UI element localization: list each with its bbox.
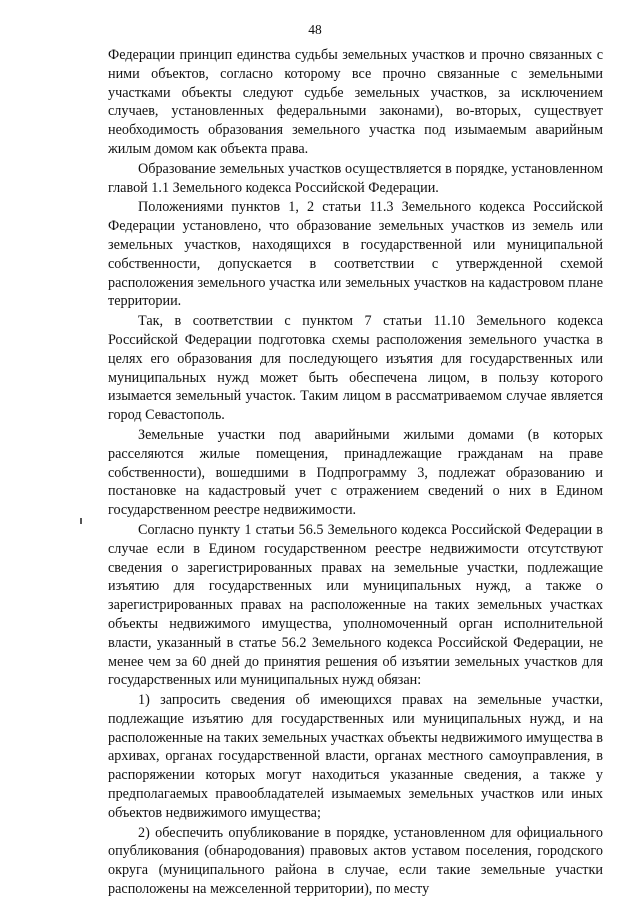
page-number: 48: [308, 22, 322, 37]
scan-artifact-mark: [80, 518, 82, 524]
list-item-paragraph: 2) обеспечить опубликование в порядке, установленном для официального опубликования (обнародования) правовых актов уставом поселения, городского округа (муниципального района в случае, если такие земельные участки расположены на межселенной территории), по месту: [108, 824, 603, 898]
paragraph: Положениями пунктов 1, 2 статьи 11.3 Земельного кодекса Российской Федерации установлено, что образование земельных участков из земель или земельных участков, находящихся в государственной или муниципальной собственности, допускается в соответствии с утвержденной схемой расположения земельного участка или земельных участков на кадастровом плане территории.: [108, 199, 603, 310]
list-item-paragraph: 1) запросить сведения об имеющихся правах на земельные участки, подлежащие изъятию для государственных или муниципальных нужд, и на расположенные на таких земельных участках объекты недвижимого имущества в архивах, органах государственной власти, органах местного самоуправления, в распоряжении которых могут находиться указанные сведения, а также у предполагаемых правообладателей изымаемых земельных участков или иных объектов недвижимого имущества;: [108, 692, 603, 821]
body-text: [108, 46, 603, 900]
paragraph: Образование земельных участков осуществляется в порядке, установленном главой 1.1 Земельного кодекса Российской Федерации.: [108, 160, 603, 196]
paragraph: Согласно пункту 1 статьи 56.5 Земельного кодекса Российской Федерации в случае если в Едином государственном реестре недвижимости отсутствуют сведения о зарегистрированных правах на земельные участки, подлежащие изъятию для государственных или муниципальных нужд, а также о зарегистрированных правах на расположенные на таких земельных участках объекты недвижимого имущества, уполномоченный орган исполнительной власти, указанный в статье 56.2 Земельного кодекса Российской Федерации, не менее чем за 60 дней до принятия решения об изъятии земельных участков для государственных или муниципальных нужд обязан:: [108, 521, 603, 689]
paragraph: Земельные участки под аварийными жилыми домами (в которых расселяются жилые помещения, принадлежащие гражданам на праве собственности), вошедшими в Подпрограмму 3, подлежат образованию и постановке на кадастровый учет с отражением сведений о них в Едином государственном реестре недвижимости.: [108, 426, 603, 519]
paragraph-continuation: Федерации принцип единства судьбы земельных участков и прочно связанных с ними объектов, согласно которому все прочно связанные с земельными участками объекты следуют судьбе земельных участков, за исключением случаев, установленных федеральными законами), во-вторых, существует необходимость образования земельного участка под изымаемым аварийным жилым домом как объекта права.: [108, 47, 603, 157]
paragraph: Так, в соответствии с пунктом 7 статьи 11.10 Земельного кодекса Российской Федерации подготовка схемы расположения земельного участка в целях его образования для последующего изъятия для государственных или муниципальных нужд может быть обеспечена лицом, в пользу которого изымается земельный участок. Таким лицом в рассматриваемом случае является город Севастополь.: [108, 313, 603, 424]
